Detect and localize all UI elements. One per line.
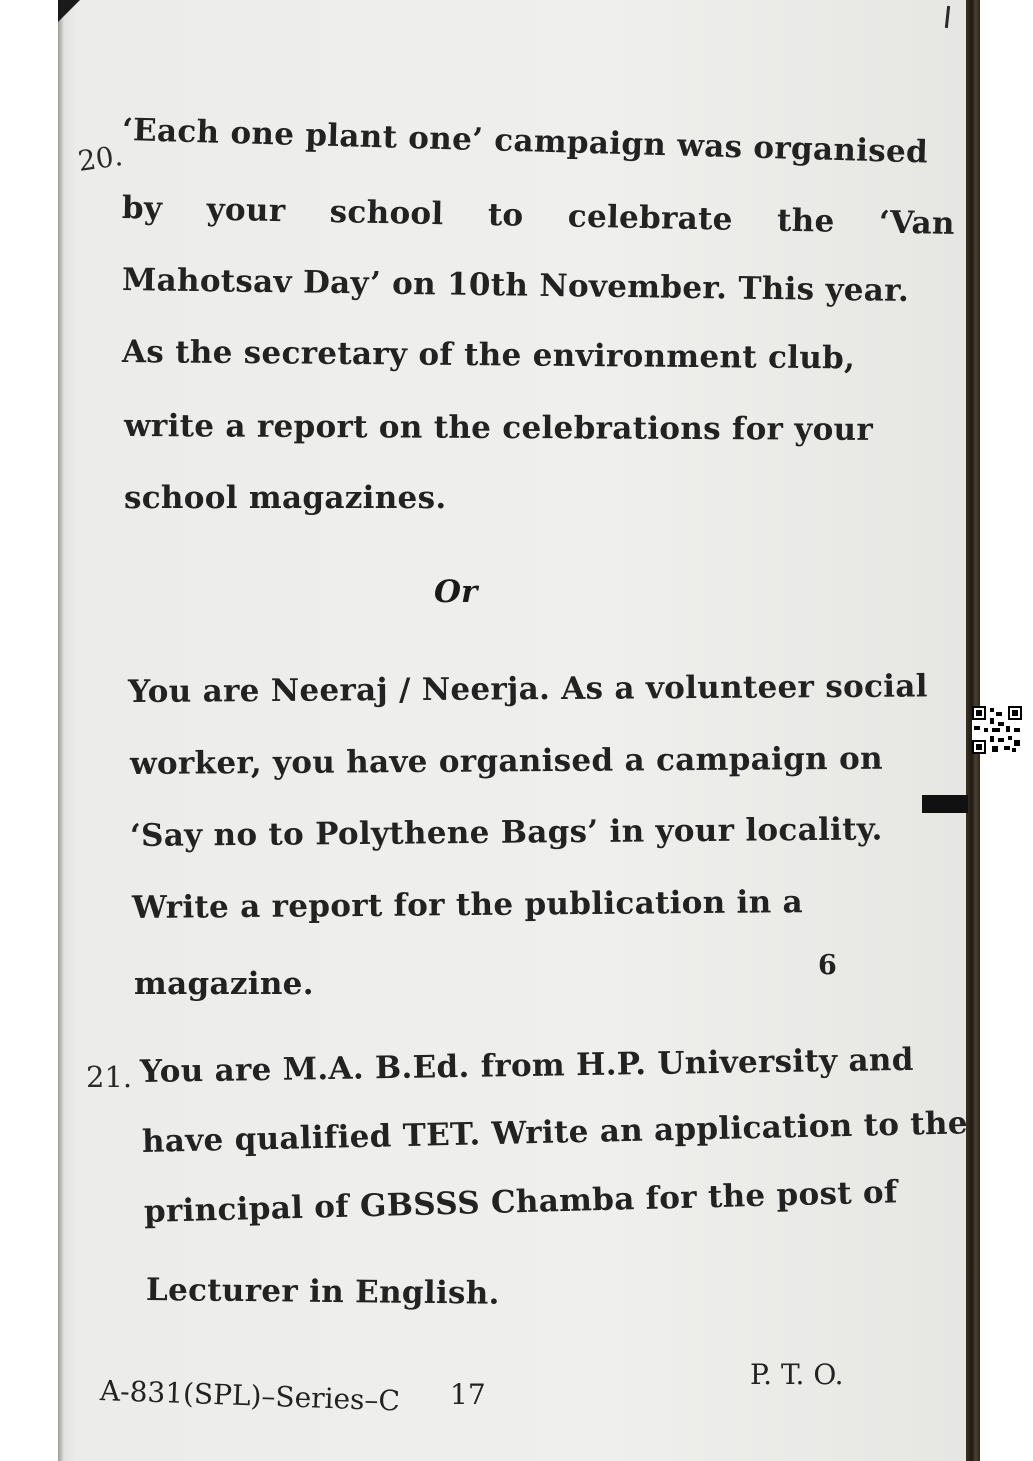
question-20-alt-line-2: worker, you have organised a campaign on: [129, 740, 883, 782]
page-number: 17: [450, 1378, 486, 1411]
paper-left-shadow: [58, 0, 64, 1461]
question-20-line-5: write a report on the celebrations for your: [123, 408, 874, 448]
corner-mark: [58, 0, 80, 22]
question-20-alt-line-5: magazine.: [134, 966, 314, 1002]
or-separator: Or: [434, 574, 478, 610]
question-21-line-2: have qualified TET. Write an application to the: [141, 1105, 969, 1160]
margin-black-bar: [922, 795, 968, 813]
question-20-number: 20.: [75, 139, 125, 178]
question-21-line-4: Lecturer in English.: [145, 1272, 500, 1312]
please-turn-over: P. T. O.: [750, 1358, 844, 1391]
question-21-line-3: principal of GBSSS Chamba for the post of: [143, 1174, 898, 1230]
question-21-number: 21.: [86, 1060, 133, 1094]
question-20-line-3: Mahotsav Day’ on 10th November. This year.: [121, 262, 910, 309]
question-20-alt-line-4: Write a report for the publication in a: [131, 884, 804, 926]
question-20-line-4: As the secretary of the environment club,: [121, 334, 856, 377]
question-20-line-1: ‘Each one plant one’ campaign was organised: [121, 112, 929, 171]
question-21-line-1: You are M.A. B.Ed. from H.P. University and: [139, 1041, 914, 1090]
question-20-alt-line-1: You are Neeraj / Neerja. As a volunteer social: [127, 668, 928, 710]
question-20-line-2: by your school to celebrate the ‘Van: [121, 190, 956, 242]
qr-code-icon: [972, 706, 1022, 754]
question-20-alt-line-3: ‘Say no to Polythene Bags’ in your locality.: [129, 811, 883, 854]
question-20-marks: 6: [818, 950, 837, 981]
question-20-line-6: school magazines.: [124, 480, 447, 516]
paper-code: A-831(SPL)–Series–C: [99, 1374, 401, 1418]
